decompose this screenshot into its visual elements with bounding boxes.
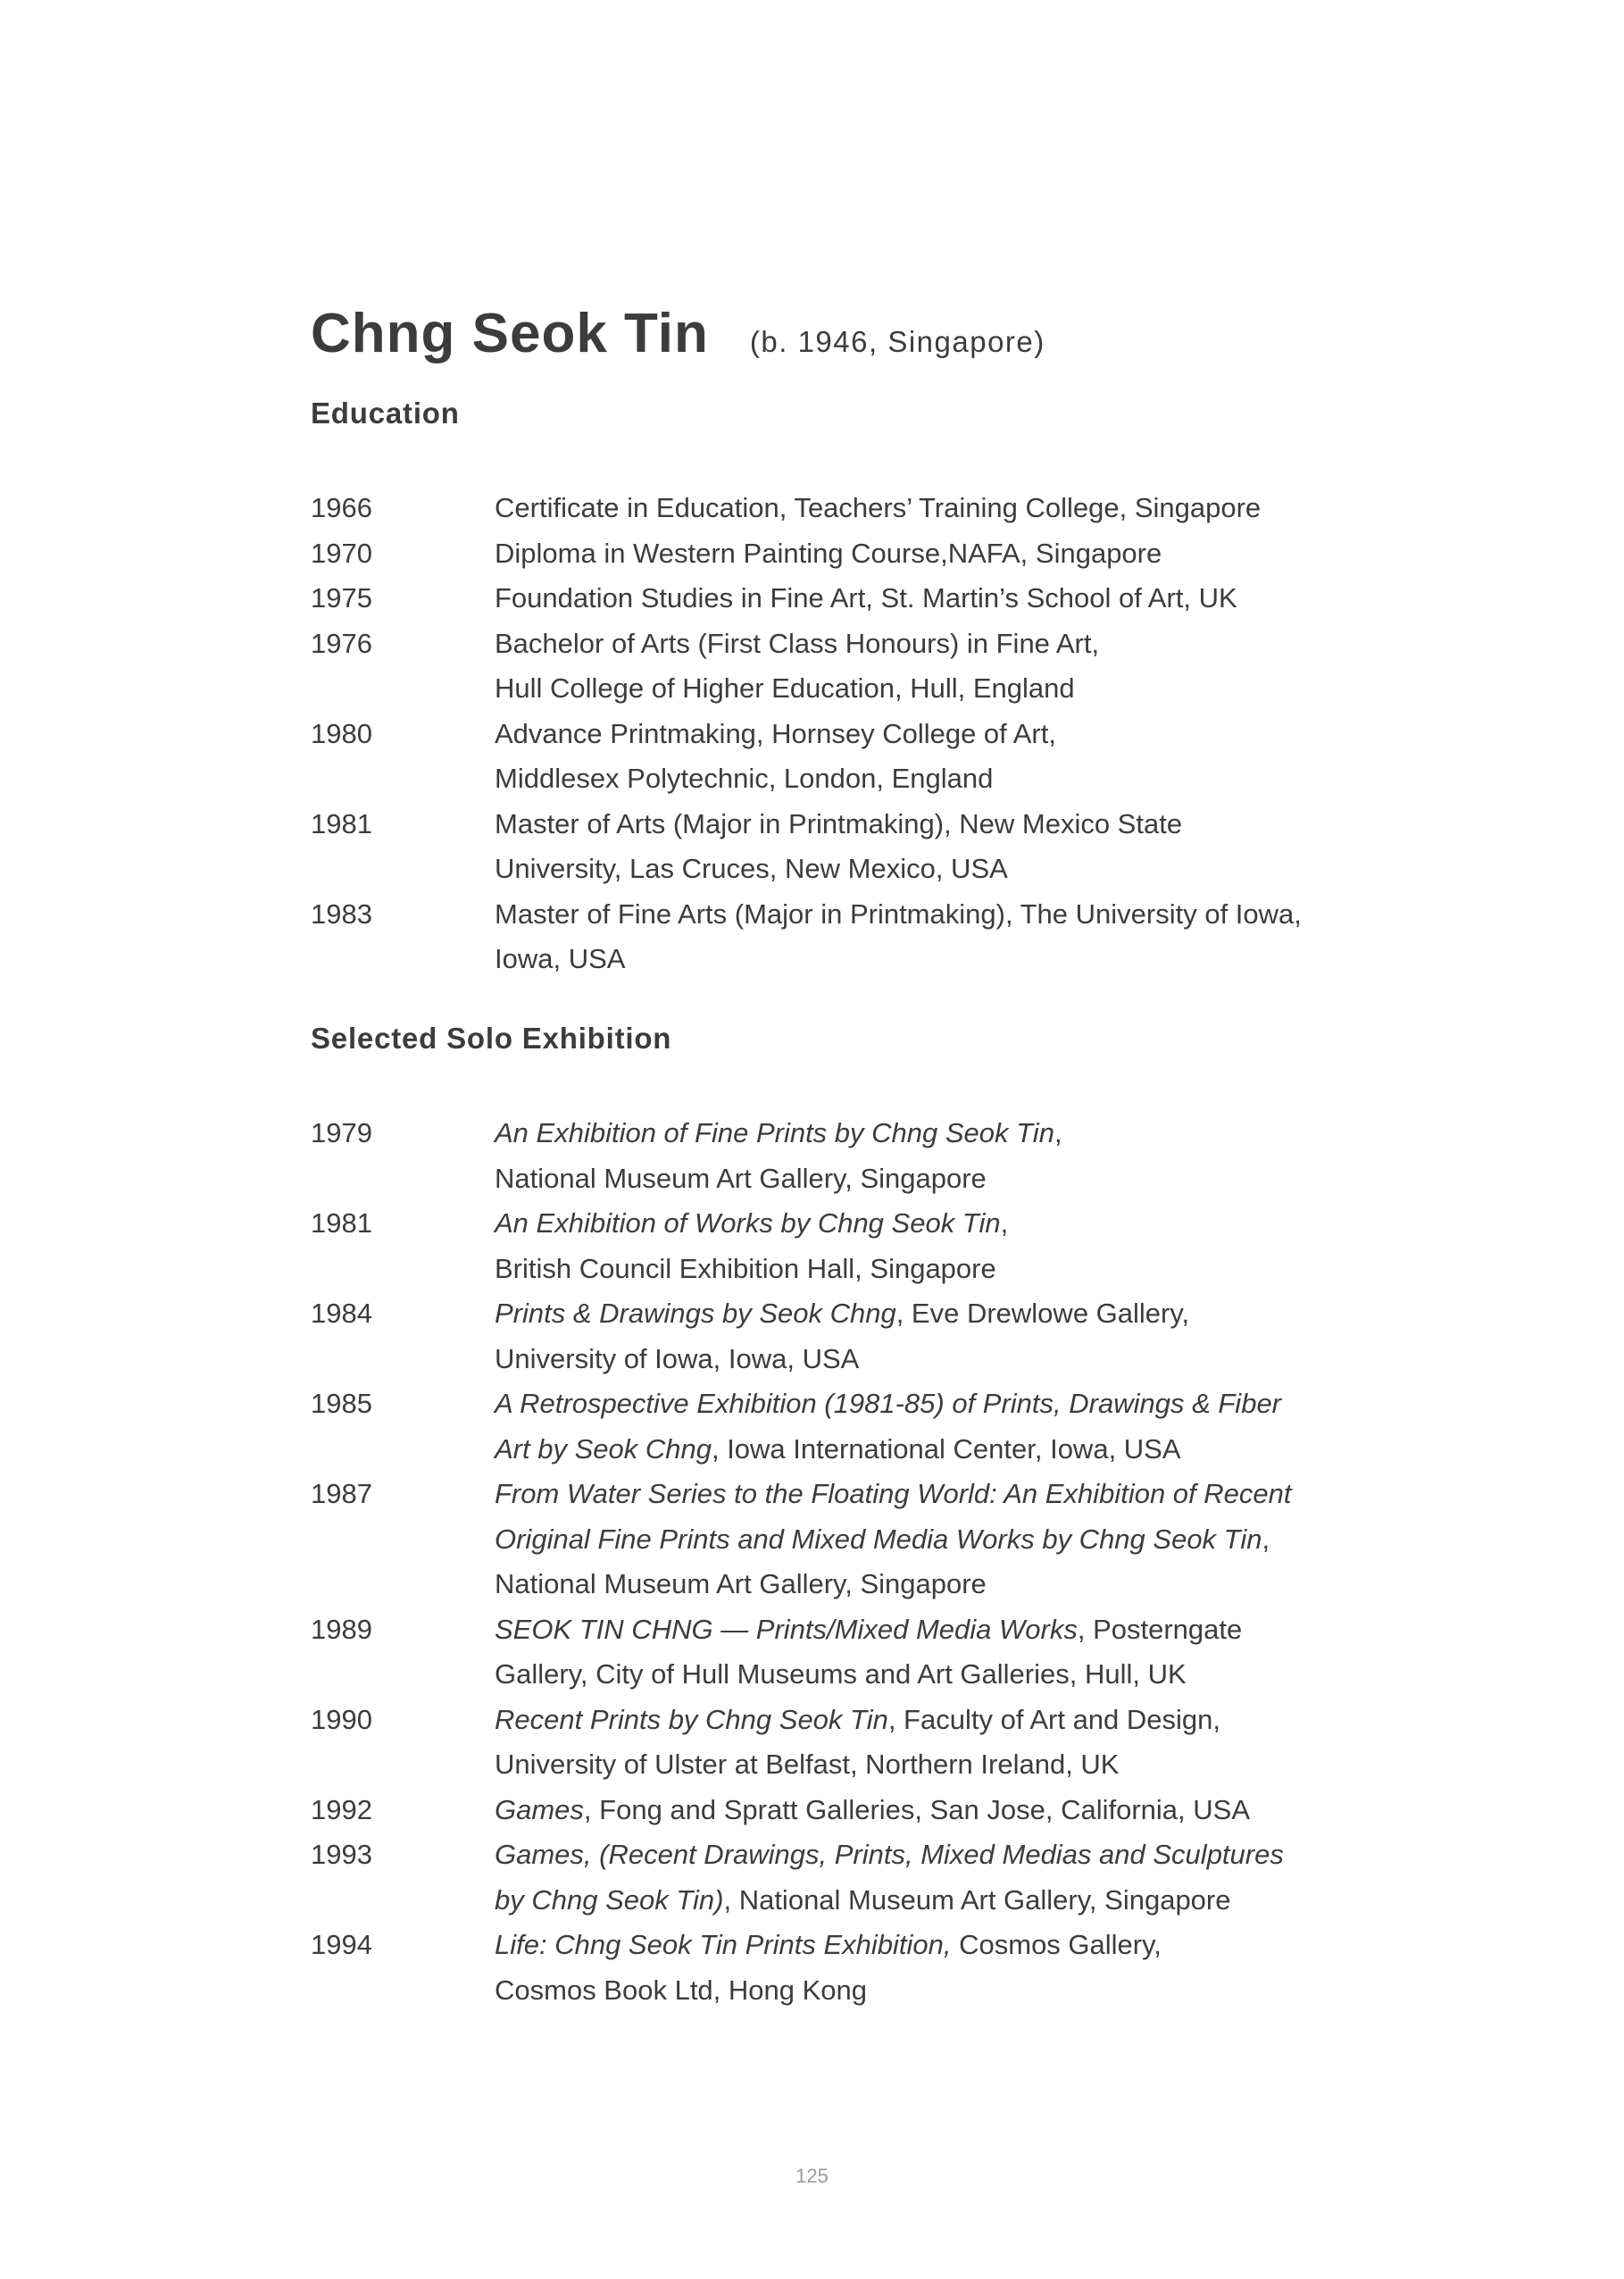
education-list [311, 486, 1382, 982]
entry-line [495, 1472, 1382, 1517]
entry-year: 1983 [311, 897, 372, 930]
exhibition-entry [311, 1788, 1382, 1833]
entry-description [495, 1291, 1382, 1382]
exhibition-venue: University of Ulster at Belfast, Northern Ireland, UK [495, 1749, 1120, 1780]
exhibition-venue: , Fong and Spratt Galleries, San Jose, California, USA [583, 1793, 1251, 1825]
entry-description [495, 1607, 1382, 1698]
entry-description [495, 576, 1382, 622]
entry-line [495, 1382, 1382, 1427]
exhibition-entry [311, 1607, 1382, 1698]
entry-line [495, 1968, 1382, 2014]
education-entry [311, 486, 1382, 531]
exhibition-title: Art by Seok Chng [495, 1432, 712, 1465]
entry-year: 1990 [311, 1703, 372, 1735]
entry-description [495, 486, 1382, 531]
solo-exhibition-heading: Selected Solo Exhibition [311, 1022, 672, 1055]
entry-line [495, 1923, 1382, 1968]
entry-year: 1994 [311, 1929, 372, 1960]
exhibition-venue: , National Museum Art Gallery, Singapore [723, 1883, 1231, 1916]
exhibition-venue: University of Iowa, Iowa, USA [495, 1342, 860, 1374]
exhibition-venue: , Eve Drewlowe Gallery, [895, 1298, 1190, 1329]
entry-year: 1993 [311, 1839, 372, 1870]
entry-line [495, 1111, 1382, 1156]
exhibition-title: An Exhibition of Works by Chng Seok Tin [495, 1207, 1001, 1239]
entry-year: 1984 [311, 1298, 372, 1329]
exhibition-venue: National Museum Art Gallery, Singapore [495, 1162, 987, 1194]
exhibition-entry [311, 1382, 1382, 1472]
exhibition-title: Prints & Drawings by Seok Chng [495, 1298, 896, 1329]
entry-year: 1970 [311, 537, 372, 569]
entry-description [495, 892, 1382, 982]
entry-description [495, 1698, 1382, 1788]
exhibition-title: An Exhibition of Fine Prints by Chng Seok Tin [495, 1117, 1054, 1148]
entry-line [495, 1878, 1382, 1924]
entry-description [495, 1382, 1382, 1472]
entry-year: 1980 [311, 717, 372, 749]
exhibition-venue: Cosmos Gallery, [951, 1929, 1162, 1960]
exhibition-title: From Water Series to the Floating World: An Exhibition of Recent [495, 1478, 1292, 1509]
artist-birth-info: (b. 1946, Singapore) [749, 325, 1045, 358]
entry-line [495, 1652, 1382, 1698]
exhibition-title: Games, (Recent Drawings, Prints, Mixed Medias and Sculptures [495, 1839, 1284, 1870]
exhibition-title: by Chng Seok Tin) [495, 1883, 724, 1916]
entry-line [495, 1788, 1382, 1833]
exhibition-venue: , [1000, 1207, 1009, 1239]
entry-line [495, 1742, 1382, 1788]
entry-year: 1976 [311, 627, 372, 659]
exhibition-title: Recent Prints by Chng Seok Tin [495, 1703, 888, 1735]
exhibition-entry [311, 1111, 1382, 1201]
artist-header [311, 302, 1045, 365]
education-entry [311, 576, 1382, 622]
entry-line: Middlesex Polytechnic, London, England [495, 763, 994, 794]
entry-line [495, 1337, 1382, 1382]
entry-line: Bachelor of Arts (First Class Honours) in Fine Art, [495, 627, 1100, 659]
exhibition-venue: Cosmos Book Ltd, Hong Kong [495, 1974, 868, 2006]
exhibition-title: Original Fine Prints and Mixed Media Works by Chng Seok Tin [495, 1523, 1262, 1555]
entry-line [495, 1156, 1382, 1202]
exhibition-entry [311, 1832, 1382, 1923]
entry-line [495, 1247, 1382, 1292]
exhibition-venue: , Faculty of Art and Design, [887, 1703, 1221, 1735]
entry-year: 1966 [311, 492, 372, 523]
exhibition-venue: British Council Exhibition Hall, Singapore [495, 1252, 996, 1284]
entry-description [495, 1832, 1382, 1923]
entry-description [495, 1788, 1382, 1833]
entry-line: Advance Printmaking, Hornsey College of Art, [495, 717, 1056, 749]
entry-line: Master of Arts (Major in Printmaking), New Mexico State [495, 807, 1183, 839]
entry-year: 1992 [311, 1793, 372, 1825]
education-entry [311, 892, 1382, 982]
entry-line: Foundation Studies in Fine Art, St. Martin’s School of Art, UK [495, 582, 1237, 614]
exhibition-venue: , Posterngate [1077, 1613, 1243, 1645]
entry-year: 1981 [311, 807, 372, 839]
entry-year: 1975 [311, 582, 372, 614]
exhibition-entry [311, 1698, 1382, 1788]
entry-line: Diploma in Western Painting Course,NAFA, Singapore [495, 537, 1162, 569]
entry-line [495, 1517, 1382, 1563]
entry-description [495, 1923, 1382, 2013]
education-entry [311, 802, 1382, 892]
entry-description [495, 712, 1382, 802]
exhibition-venue: , Iowa International Center, Iowa, USA [711, 1432, 1181, 1465]
exhibition-venue: , [1054, 1117, 1062, 1148]
exhibition-entry [311, 1923, 1382, 2013]
entry-line: Iowa, USA [495, 943, 626, 974]
education-entry [311, 622, 1382, 712]
exhibition-entry [311, 1472, 1382, 1607]
entry-year: 1987 [311, 1478, 372, 1509]
exhibition-title: Life: Chng Seok Tin Prints Exhibition, [495, 1929, 952, 1960]
exhibition-venue: Gallery, City of Hull Museums and Art Galleries, Hull, UK [495, 1658, 1187, 1690]
entry-description [495, 622, 1382, 712]
entry-line [495, 1427, 1382, 1473]
entry-line [495, 1698, 1382, 1743]
entry-line: Certificate in Education, Teachers’ Training College, Singapore [495, 492, 1262, 523]
entry-line: University, Las Cruces, New Mexico, USA [495, 853, 1008, 884]
entry-year: 1979 [311, 1117, 372, 1148]
entry-line [495, 1607, 1382, 1653]
entry-line [495, 1832, 1382, 1878]
entry-description [495, 1111, 1382, 1201]
entry-line [495, 1291, 1382, 1337]
education-heading: Education [311, 397, 460, 430]
entry-line [495, 1201, 1382, 1247]
entry-line: National Museum Art Gallery, Singapore [495, 1568, 987, 1599]
entry-line: Master of Fine Arts (Major in Printmaking), The University of Iowa, [495, 897, 1302, 930]
education-entry [311, 712, 1382, 802]
exhibition-entry [311, 1201, 1382, 1291]
page-number: 125 [795, 2165, 829, 2187]
exhibition-title: SEOK TIN CHNG — Prints/Mixed Media Works [495, 1613, 1078, 1645]
entry-description [495, 802, 1382, 892]
entry-line: Hull College of Higher Education, Hull, England [495, 672, 1075, 704]
exhibition-venue: , [1262, 1523, 1270, 1555]
entry-description [495, 531, 1382, 577]
exhibition-title: A Retrospective Exhibition (1981-85) of Prints, Drawings & Fiber [495, 1388, 1282, 1419]
entry-description [495, 1201, 1382, 1291]
exhibition-entry [311, 1291, 1382, 1382]
entry-year: 1989 [311, 1613, 372, 1645]
entry-year: 1981 [311, 1207, 372, 1239]
artist-name: Chng Seok Tin [311, 303, 709, 364]
exhibition-title: Games [495, 1793, 584, 1825]
entry-year: 1985 [311, 1388, 372, 1419]
education-entry [311, 531, 1382, 577]
solo-exhibition-list [311, 1111, 1382, 2013]
entry-description [495, 1472, 1382, 1607]
